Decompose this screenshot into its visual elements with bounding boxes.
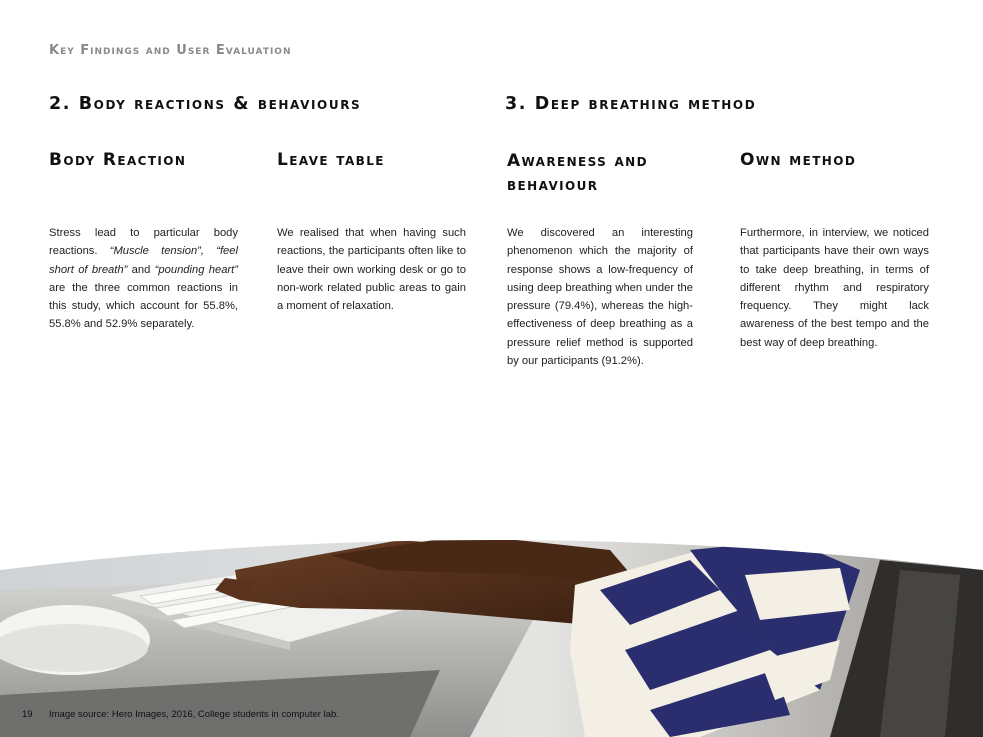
student-typing-illustration [0,530,983,737]
hero-photo [0,530,983,737]
column-title-own-method: Own method [740,150,857,170]
column-title-body-reaction: Body Reaction [49,150,187,170]
page-number: 19 [22,709,33,720]
section-title-deep-breathing: 3. Deep breathing method [505,94,757,114]
section-title-body-reactions: 2. Body reactions & behaviours [49,94,362,114]
image-source-caption: Image source: Hero Images, 2016, College students in computer lab. [49,709,339,720]
awareness-text: We discovered an interesting phenomenon which the majority of response shows a low-frequency of using deep breathing when under the pressure (79.4%), whereas the high-effectiveness of deep breathing as a pressure relief method is supported by our participants (91.2%). [507,227,693,368]
body-reaction-text: Stress lead to particular body reactions. “Muscle tension”, “feel short of breath” and “pounding heart” are the three common reactions in this study, which account for 55.8%, 55.8% and 52.9% separately. [49,227,238,331]
own-method-text: Furthermore, in interview, we noticed that participants have their own ways to take deep breathing, in terms of different rhythm and respiratory frequency. They might lack awareness of the best tempo and the best way of deep breathing. [740,227,929,349]
leave-table-text: We realised that when having such reactions, the participants often like to leave their own working desk or go to non-work related public areas to gain a moment of relaxation. [277,227,466,313]
column-title-leave-table: Leave table [277,150,385,170]
column-title-awareness: Awareness and behaviour [507,151,648,195]
page-kicker: Key Findings and User Evaluation [49,43,292,58]
